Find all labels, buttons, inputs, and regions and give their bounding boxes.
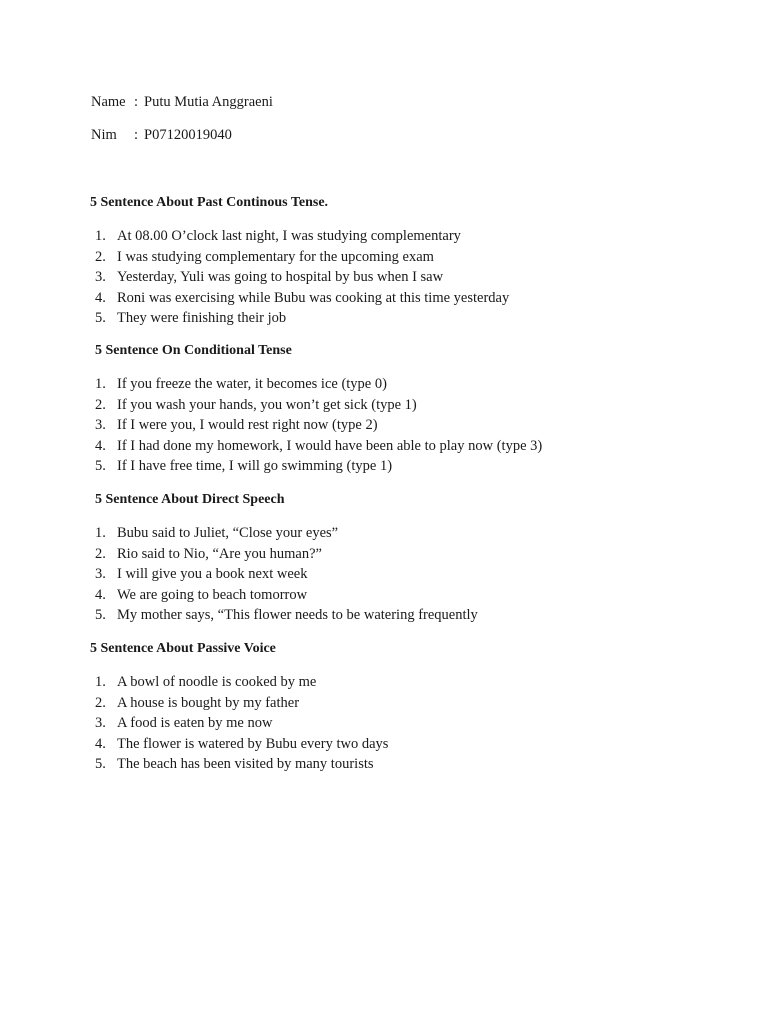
item-text: If I have free time, I will go swimming (type 1) xyxy=(117,458,393,475)
list-item xyxy=(95,374,542,395)
item-number: 1. xyxy=(95,228,106,244)
student-name-row xyxy=(91,94,273,111)
name-label: Name xyxy=(91,94,126,110)
item-text: Roni was exercising while Bubu was cooking at this time yesterday xyxy=(117,289,510,306)
name-value: Putu Mutia Anggraeni xyxy=(144,94,273,110)
item-text: Yesterday, Yuli was going to hospital by bus when I saw xyxy=(117,269,444,286)
item-text: If I were you, I would rest right now (type 2) xyxy=(117,417,378,434)
sentence-list xyxy=(95,672,388,775)
list-item xyxy=(95,267,509,288)
sentence-list xyxy=(95,523,478,626)
list-item xyxy=(95,415,542,436)
list-item xyxy=(95,713,388,734)
list-item xyxy=(95,734,388,755)
item-text: We are going to beach tomorrow xyxy=(117,586,308,603)
list-item xyxy=(95,456,542,477)
item-number: 5. xyxy=(95,756,106,773)
list-item xyxy=(95,754,388,775)
sentence-list xyxy=(95,374,542,477)
item-text: If I had done my homework, I would have been able to play now (type 3) xyxy=(117,437,543,454)
item-number: 2. xyxy=(95,545,106,562)
list-item xyxy=(95,226,509,247)
item-number: 3. xyxy=(95,715,106,732)
item-text: Rio said to Nio, “Are you human?” xyxy=(117,545,322,562)
nim-separator: : xyxy=(134,127,139,143)
item-text: If you freeze the water, it becomes ice (type 0) xyxy=(117,376,387,392)
item-number: 2. xyxy=(95,248,106,265)
list-item xyxy=(95,585,478,606)
item-text: The flower is watered by Bubu every two days xyxy=(117,735,389,752)
list-item xyxy=(95,605,478,626)
list-item xyxy=(95,523,478,544)
item-number: 1. xyxy=(95,525,106,541)
section-title: 5 Sentence About Passive Voice xyxy=(90,641,276,656)
name-separator: : xyxy=(134,94,139,110)
list-item xyxy=(95,395,542,416)
item-text: A bowl of noodle is cooked by me xyxy=(117,674,317,690)
item-text: The beach has been visited by many tourists xyxy=(117,756,374,773)
item-text: A house is bought by my father xyxy=(117,694,300,711)
item-text: A food is eaten by me now xyxy=(117,715,273,732)
item-text: I was studying complementary for the upcoming exam xyxy=(117,248,434,265)
item-number: 4. xyxy=(95,735,106,752)
section-title: 5 Sentence On Conditional Tense xyxy=(95,343,292,358)
sentence-list xyxy=(95,226,509,329)
item-number: 5. xyxy=(95,607,106,624)
item-number: 4. xyxy=(95,289,106,306)
item-text: At 08.00 O’clock last night, I was studying complementary xyxy=(117,228,461,244)
item-number: 1. xyxy=(95,674,106,690)
item-number: 3. xyxy=(95,269,106,286)
student-nim-row xyxy=(91,127,232,144)
nim-value: P07120019040 xyxy=(144,127,232,143)
list-item xyxy=(95,247,509,268)
item-number: 2. xyxy=(95,694,106,711)
list-item xyxy=(95,672,388,693)
nim-label: Nim xyxy=(91,127,117,143)
list-item xyxy=(95,288,509,309)
item-number: 4. xyxy=(95,437,106,454)
item-number: 1. xyxy=(95,376,106,392)
item-text: They were finishing their job xyxy=(117,310,287,327)
item-text: I will give you a book next week xyxy=(117,566,308,583)
item-text: My mother says, “This flower needs to be watering frequently xyxy=(117,607,478,624)
section-title: 5 Sentence About Past Continous Tense. xyxy=(90,195,329,210)
item-number: 2. xyxy=(95,396,106,413)
list-item xyxy=(95,564,478,585)
list-item xyxy=(95,308,509,329)
list-item xyxy=(95,544,478,565)
item-number: 3. xyxy=(95,417,106,434)
item-number: 5. xyxy=(95,310,106,327)
item-number: 5. xyxy=(95,458,106,475)
item-text: If you wash your hands, you won’t get sick (type 1) xyxy=(117,396,417,413)
item-number: 4. xyxy=(95,586,106,603)
item-text: Bubu said to Juliet, “Close your eyes” xyxy=(117,525,339,541)
section-title: 5 Sentence About Direct Speech xyxy=(95,492,285,507)
list-item xyxy=(95,693,388,714)
item-number: 3. xyxy=(95,566,106,583)
list-item xyxy=(95,436,542,457)
